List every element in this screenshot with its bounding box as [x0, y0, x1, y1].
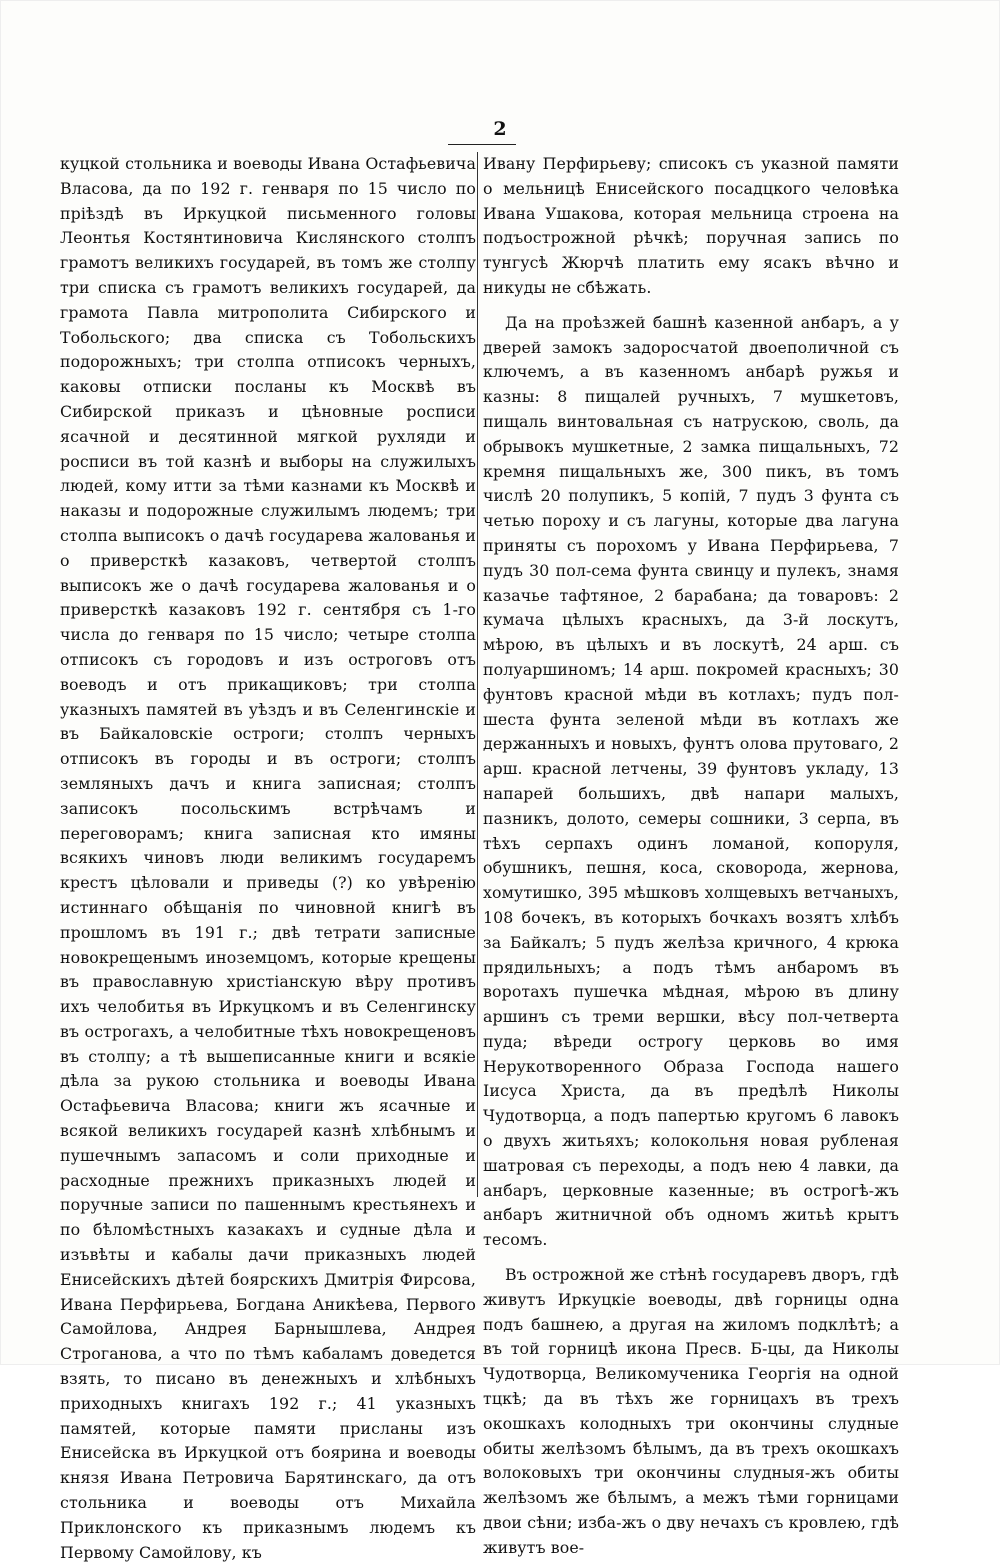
- column-divider: [477, 152, 478, 1197]
- right-paragraph-2: Да на проѣзжей башнѣ казенной анбаръ, а у дверей замокъ задоросчатой двоеполичной съ ключемъ, а въ казенномъ анбарѣ ружья и казны: 8 пищалей ручныхъ, 7 мушкетовъ, пищаль винтовальная съ натрускою, своль, да обрывокъ мушкетные, 2 замка пищальныхъ, 72 кремня пищальныхъ же, 300 пикъ, въ томъ числѣ 20 полупикъ, 5 копій, 7 пудъ 3 фунта съ четью пороху и съ лагуны, которые два лагуна приняты съ порохомъ у Ивана Перфирьева, 7 пудъ 30 пол-сема фунта свинцу и пулекъ, знамя казачье тафтяное, 2 барабана; да товаровъ: 2 кумача цѣлыхъ красныхъ, да 3-й лоскутъ, мѣрою, въ цѣлыхъ и въ лоскутѣ, 24 арш. съ полуаршиномъ; 14 арш. покромей красныхъ; 30 фунтовъ красной мѣди въ котлахъ; пудъ пол-шеста фунта зеленой мѣди въ котлахъ же держанныхъ и новыхъ, фунтъ олова прутоваго, 2 арш. красной летчены, 39 фунтовъ укладу, 13 напарей большихъ, двѣ напари малыхъ, пазникъ, долото, семеры сошники, 3 серпа, въ тѣхъ серпахъ одинъ ломаной, копоруля, обушникъ, пешня, коса, сковорода, жернова, хомутишко, 395 мѣшковъ холщевыхъ ветчаныхъ, 108 бочекъ, въ которыхъ бочкахъ возятъ хлѣбъ за Байкалъ; 5 пудъ желѣза кричного, 4 крюка прядильныхъ; а подъ тѣмъ анбаромъ въ воротахъ пушечка мѣдная, мѣрою въ длину аршинъ съ треми вершки, вѣсу пол-четверта пуда; вѣреди острогу церковь во имя Нерукотворенного Образа Господа нашего Іисуса Христа, да въ предѣлѣ Николы Чудотворца, а подъ папертью кругомъ 6 лавокъ о двухъ житьяхъ; колокольня новая рубленая шатровая съ переходы, а подъ нею 4 лавки, да анбаръ, церковные казенные; въ острогѣ-жъ анбаръ житничной объ одномъ житьѣ крытъ тесомъ.: [483, 312, 899, 1250]
- right-paragraph-3: Въ острожной же стѣнѣ государевъ дворъ, гдѣ живутъ Иркуцкіе воеводы, двѣ горницы одна подъ башнею, а другая на жиломъ подклѣтѣ; а въ той горницѣ икона Пресв. Б-цы, да Николы Чудотворца, Великомученика Георгія на одной тцкѣ; да въ тѣхъ же горницахъ въ трехъ окошкахъ колодныхъ три окончины слудные обиты желѣзомъ бѣлымъ, да въ трехъ окошкахъ волоковыхъ три окончины слудныя-жъ обиты желѣзомъ же бѣлымъ, а межъ тѣми горницами двои сѣни; изба-жъ о дву нечахъ съ кровлею, гдѣ живутъ вое-: [483, 1265, 899, 1557]
- page-number-rule: [448, 144, 516, 145]
- right-column: [483, 152, 899, 1561]
- page-number: 2: [493, 118, 507, 140]
- left-column: [60, 152, 476, 1565]
- left-paragraph-1: куцкой стольника и воеводы Ивана Остафьевича Власова, да по 192 г. генваря по 15 число по пріѣздѣ въ Иркуцкой письменного головы Леонтья Костянтиновича Кислянского столпъ грамотъ великихъ государей, въ томъ же столпу три списка съ грамотъ великихъ государей, да грамота Павла митрополита Сибирского и Тобольского; два списка съ Тобольскихъ подорожныхъ; три столпа отписокъ черныхъ, каковы отписки посланы къ Москвѣ въ Сибирской приказъ и цѣновные росписи ясачной и десятинной мягкой рухляди и росписи въ той казнѣ и выборы на служилыхъ людей, кому итти за тѣми казнами къ Москвѣ и наказы и подорожные служилымъ людемъ; три столпа выписокъ о дачѣ государева жалованья и о приверсткѣ казаковъ, четвертой столпъ выписокъ же о дачѣ государева жалованья и о приверсткѣ казаковъ 192 г. сентября съ 1-го числа до генваря по 15 число; четыре столпа отписокъ съ городовъ и изъ остроговъ отъ воеводъ и отъ прикащиковъ; три столпа указныхъ памятей въ уѣздъ и въ Селенгинскіе и въ Байкаловскіе остроги; столпъ черныхъ отписокъ въ городы и въ остроги; столпъ земляныхъ дачъ и книга записная; столпъ записокъ посольскимъ встрѣчамъ и переговорамъ; книга записная кто имяны всякихъ чиновъ люди великимъ государемъ крестъ цѣловали и приведы (?) ко увѣренію истиннаго обѣщанія по чиновной книгѣ въ прошломъ въ 191 г.; двѣ тетрати записные новокрещенымъ иноземцомъ, которые крещены въ православную христіанскую вѣру противъ ихъ челобитья въ Иркуцкомъ и въ Селенгинску въ острогахъ, а челобитные тѣхъ новокрещеновъ въ столпу; а тѣ вышеписанные книги и всякіе дѣла за рукою стольника и воеводы Ивана Остафьевича Власова; книги жъ ясачные и всякой великихъ государей казнѣ хлѣбнымъ и пушечнымъ запасомъ и соли приходные и расходные прежнихъ приказныхъ людей и поручные записи по пашеннымъ крестьянехъ и по бѣломѣстныхъ казакахъ и судные дѣла и изъвѣты и кабалы дачи приказныхъ людей Енисейскихъ дѣтей боярскихъ Дмитрія Фирсова, Ивана Перфирьева, Богдана Аникѣева, Первого Самойлова, Андрея Барнышлева, Андрея Строганова, а что по тѣмъ кабаламъ доведется взять, то писано въ денежныхъ и хлѣбныхъ приходныхъ книгахъ 192 г.; 41 указныхъ памятей, которые памяти присланы изъ Енисейска въ Иркуцкой отъ боярина и воеводы князя Ивана Петровича Барятинскаго, да отъ стольника и воеводы отъ Михайла Приклонского къ приказнымъ людемъ къ Первому Самойлову, къ: [60, 154, 476, 1562]
- right-paragraph-1: Ивану Перфирьеву; списокъ съ указной памяти о мельницѣ Енисейского посадцкого человѣка Ивана Ушакова, которая мельница строена на подъострожной рѣчкѣ; поручная запись по тунгусѣ Жюрчѣ платить ему ясакъ вѣчно и никуды не сбѣжать.: [483, 154, 899, 297]
